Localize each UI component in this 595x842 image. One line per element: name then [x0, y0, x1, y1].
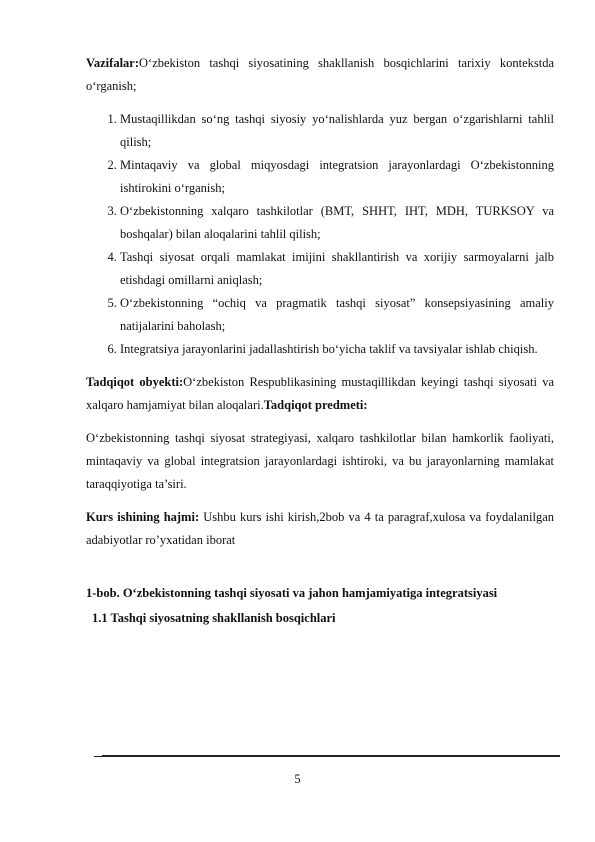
task-item: 2. Mintaqaviy va global miqyosdagi integratsion jarayonlardagi O‘zbekistonning ishtirokini o‘rganish; — [120, 154, 554, 200]
task-item: 4. Tashqi siyosat orqali mamlakat imijini shakllantirish va xorijiy sarmoyalarni jalb etishdagi omillarni aniqlash; — [120, 246, 554, 292]
vazifalar-label: Vazifalar: — [86, 56, 139, 70]
footer-divider-short — [94, 756, 102, 757]
vazifalar-paragraph — [86, 52, 554, 98]
section-title: 1.1 Tashqi siyosatning shakllanish bosqichlari — [92, 611, 336, 625]
task-item: 6. Integratsiya jarayonlarini jadallashtirish bo‘yicha taklif va tavsiyalar ishlab chiqish. — [120, 338, 554, 361]
task-item: 5. O‘zbekistonning “ochiq va pragmatik tashqi siyosat” konsepsiyasining amaliy natijalarini baholash; — [120, 292, 554, 338]
obyekt-label: Tadqiqot obyekti: — [86, 375, 184, 389]
predmet-paragraph: O‘zbekistonning tashqi siyosat strategiyasi, xalqaro tashkilotlar bilan hamkorlik faoliyati, mintaqaviy va global integratsion jarayonlardagi ishtiroki, va bu jarayonlarning mamlakat taraqqiyotiga ta’siri. — [86, 431, 554, 491]
obyekt-text: O‘zbekiston Respublikasining mustaqillikdan keyingi tashqi siyosati va xalqaro hamjamiyat bilan aloqalari. — [86, 375, 555, 412]
task-list — [86, 108, 554, 361]
hajmi-label: Kurs ishining hajmi: — [86, 510, 200, 524]
hajmi-text: Ushbu kurs ishi kirish,2bob va 4 ta paragraf,xulosa va foydalanilgan adabiyotlar ro’yxatidan iborat — [86, 510, 555, 547]
chapter-title: 1-bob. O‘zbekistonning tashqi siyosati va jahon hamjamiyatiga integratsiyasi — [86, 586, 498, 600]
task-item: 3. O‘zbekistonning xalqaro tashkilotlar (BMT, SHHT, IHT, MDH, TURKSOY va boshqalar) bilan aloqalarini tahlil qilish; — [120, 200, 554, 246]
task-item: 1. Mustaqillikdan so‘ng tashqi siyosiy yo‘nalishlarda yuz bergan o‘zgarishlarni tahlil qilish; — [120, 108, 554, 154]
predmet-label: Tadqiqot predmeti: — [263, 398, 368, 412]
obyekt-paragraph — [86, 371, 554, 417]
page-number: 5 — [294, 772, 301, 786]
footer-divider-long — [102, 755, 560, 757]
vazifalar-text: O‘zbekiston tashqi siyosatining shakllanish bosqichlarini tarixiy kontekstda o‘rganish; — [86, 56, 554, 93]
document-body — [86, 52, 554, 630]
hajmi-paragraph — [86, 506, 554, 552]
